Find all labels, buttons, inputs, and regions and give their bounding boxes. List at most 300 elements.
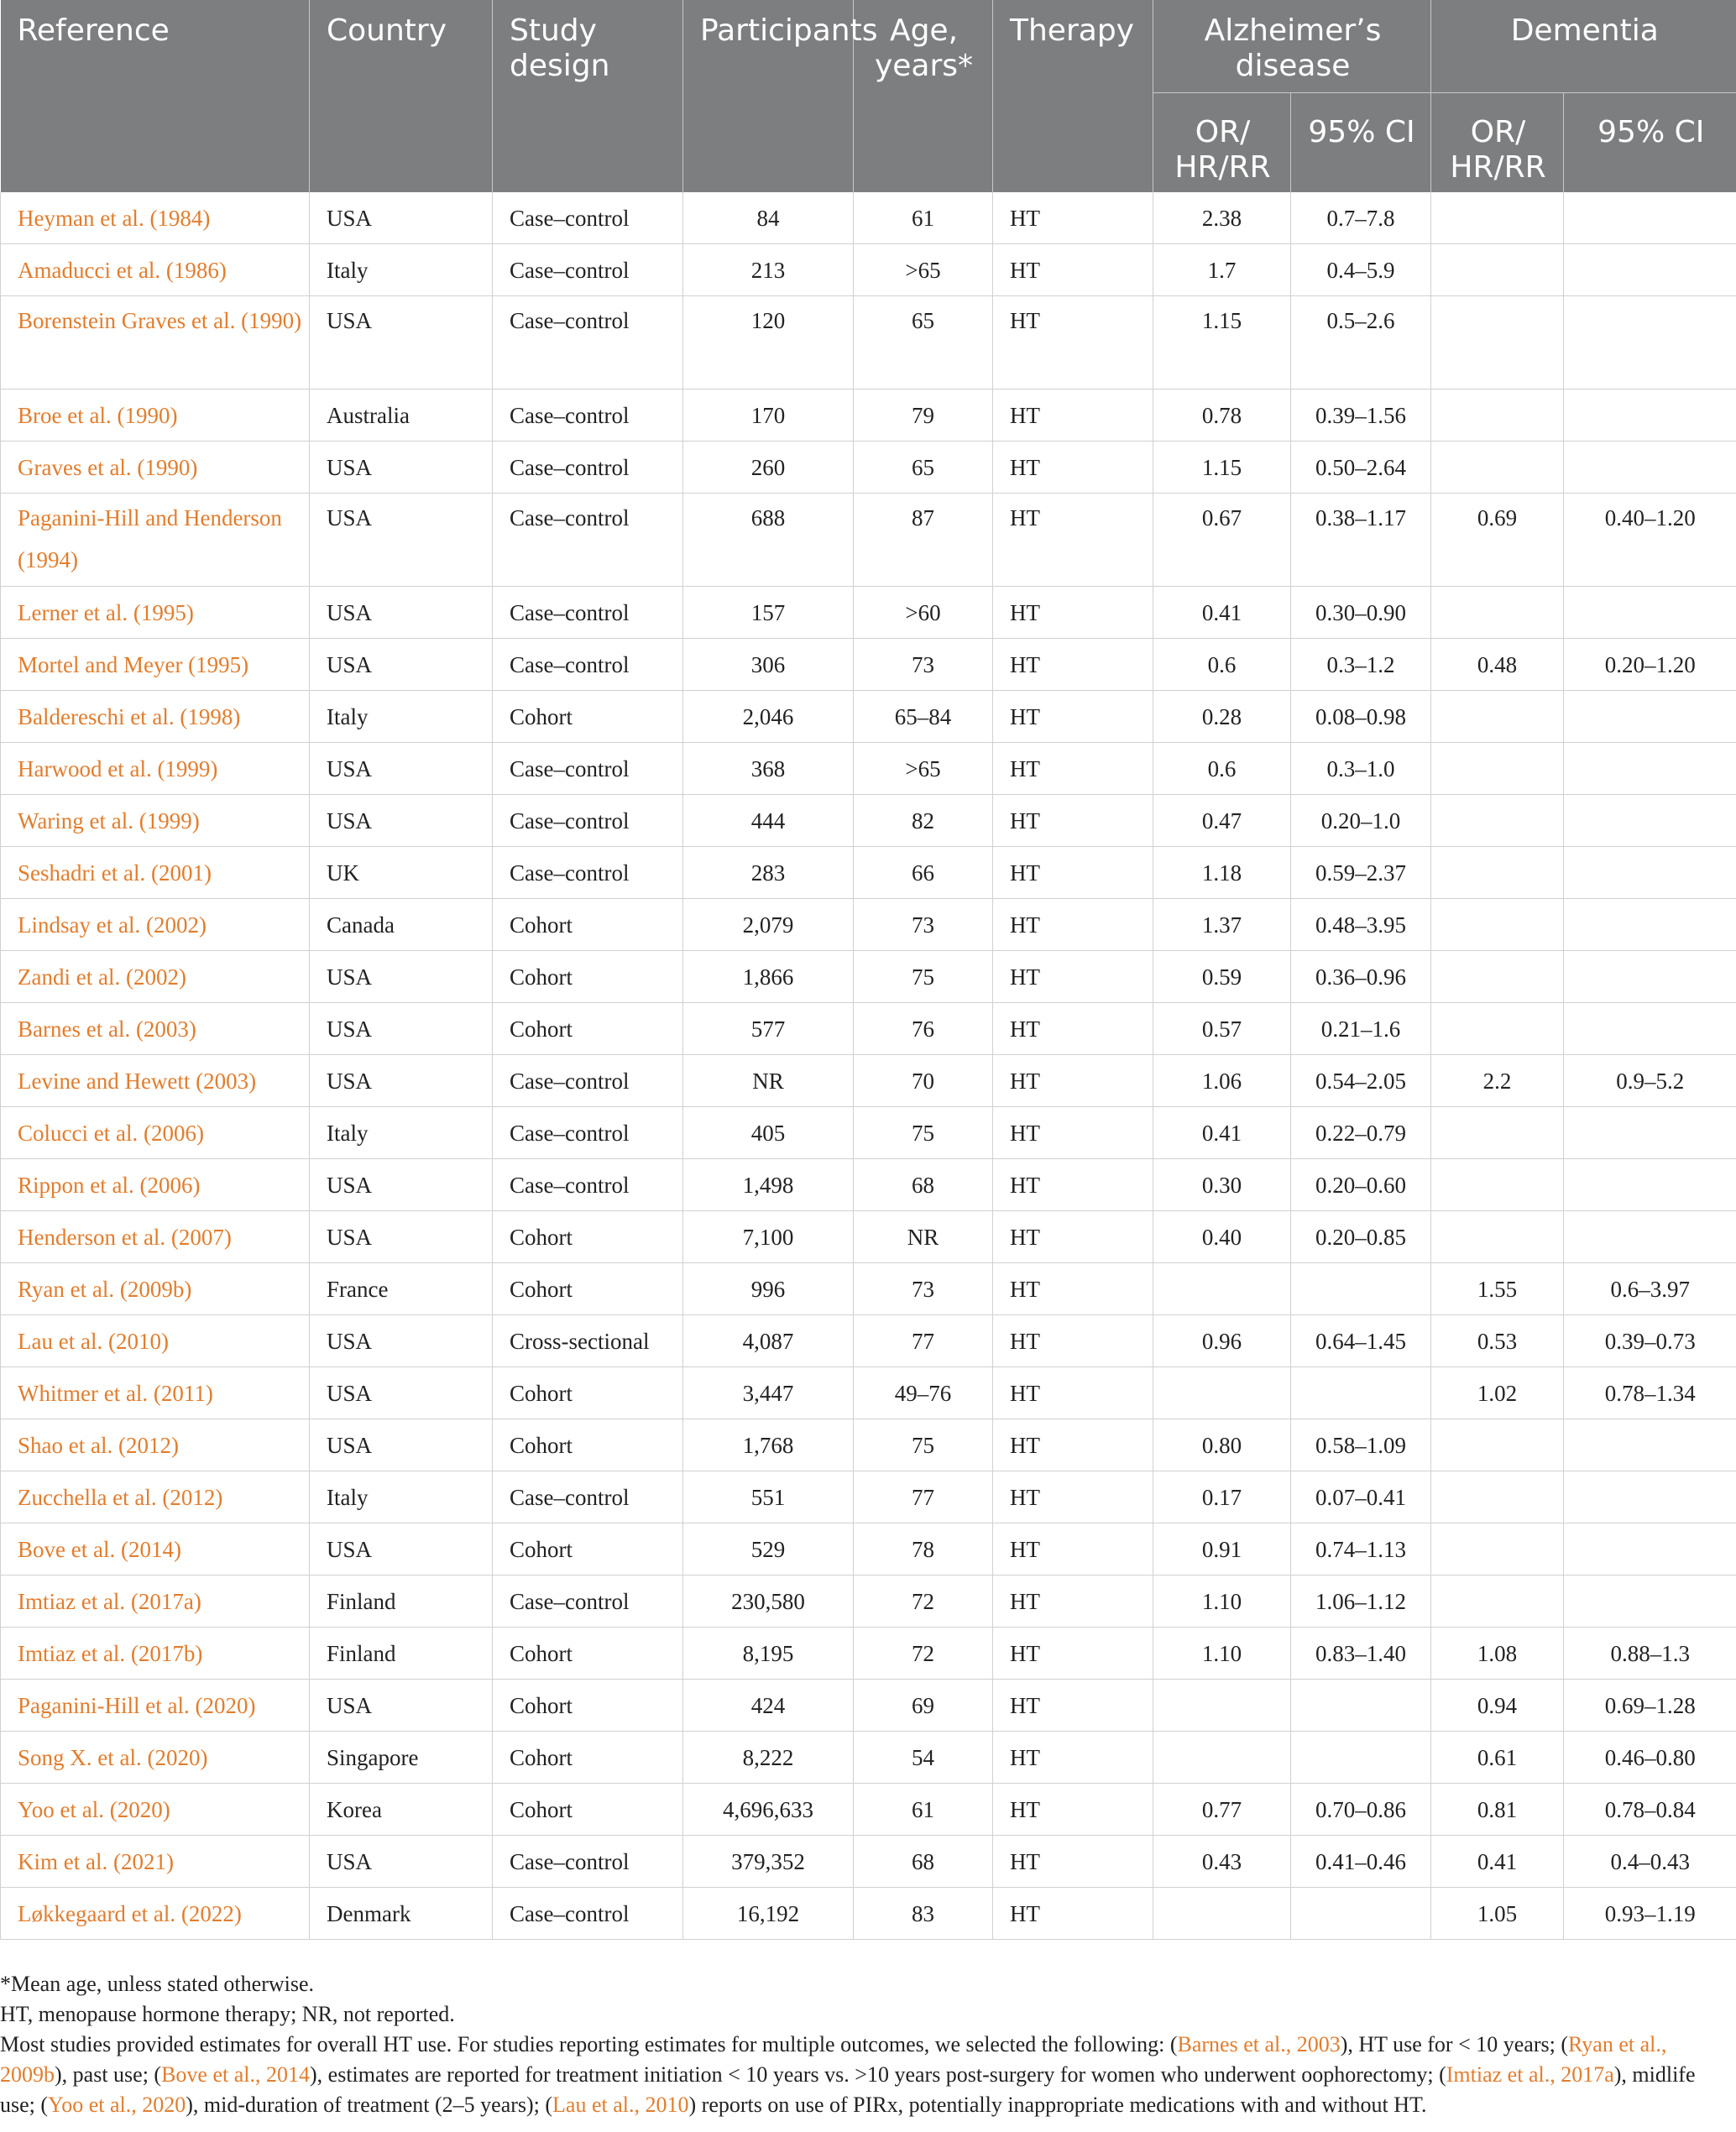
cell-therapy: HT (993, 743, 1153, 795)
cell-dem-or: 0.81 (1431, 1784, 1564, 1836)
header-therapy: Therapy (993, 0, 1153, 192)
cell-reference[interactable]: Ryan et al. (2009b) (1, 1263, 310, 1315)
cell-country: USA (310, 1211, 493, 1263)
cell-dem-or (1431, 1419, 1564, 1471)
cell-dem-ci (1564, 244, 1736, 296)
cell-ad-or: 0.6 (1153, 743, 1291, 795)
cell-reference[interactable]: Lau et al. (2010) (1, 1315, 310, 1367)
cell-participants: 577 (683, 1003, 854, 1055)
cell-study-design: Cohort (493, 691, 683, 743)
cell-reference[interactable]: Imtiaz et al. (2017b) (1, 1628, 310, 1680)
footnote-link-lau[interactable]: Lau et al., 2010 (552, 2093, 689, 2117)
cell-age: 72 (854, 1575, 993, 1628)
table-row (1, 743, 1736, 795)
cell-participants: 996 (683, 1263, 854, 1315)
cell-ad-or: 0.40 (1153, 1211, 1291, 1263)
cell-study-design: Case–control (493, 639, 683, 691)
cell-participants: 1,498 (683, 1159, 854, 1211)
cell-dem-ci (1564, 795, 1736, 847)
table-row (1, 296, 1736, 389)
table-row (1, 691, 1736, 743)
cell-age: 73 (854, 899, 993, 951)
cell-study-design: Cohort (493, 1367, 683, 1419)
cell-study-design: Cohort (493, 1263, 683, 1315)
table-row (1, 1315, 1736, 1367)
cell-dem-ci (1564, 1575, 1736, 1628)
cell-age: 61 (854, 192, 993, 244)
table-row (1, 1419, 1736, 1471)
cell-age: 76 (854, 1003, 993, 1055)
header-participants: Participants (683, 0, 854, 192)
table-row (1, 1680, 1736, 1732)
cell-country: France (310, 1263, 493, 1315)
cell-study-design: Case–control (493, 587, 683, 639)
cell-reference[interactable]: Kim et al. (2021) (1, 1836, 310, 1888)
cell-ad-or: 0.30 (1153, 1159, 1291, 1211)
cell-dem-or: 0.94 (1431, 1680, 1564, 1732)
cell-reference[interactable]: Paganini-Hill et al. (2020) (1, 1680, 310, 1732)
cell-study-design: Cohort (493, 899, 683, 951)
cell-ad-or: 0.43 (1153, 1836, 1291, 1888)
cell-reference[interactable]: Heyman et al. (1984) (1, 192, 310, 244)
cell-reference[interactable]: Levine and Hewett (2003) (1, 1055, 310, 1107)
cell-ad-ci (1291, 1888, 1431, 1940)
cell-reference[interactable]: Waring et al. (1999) (1, 795, 310, 847)
cell-dem-ci (1564, 847, 1736, 899)
cell-dem-or: 1.05 (1431, 1888, 1564, 1940)
cell-ad-or: 0.91 (1153, 1523, 1291, 1575)
cell-dem-ci: 0.69–1.28 (1564, 1680, 1736, 1732)
footnote-link-yoo[interactable]: Yoo et al., 2020 (48, 2093, 186, 2117)
cell-reference[interactable]: Colucci et al. (2006) (1, 1107, 310, 1159)
cell-study-design: Cohort (493, 1419, 683, 1471)
cell-dem-ci: 0.20–1.20 (1564, 639, 1736, 691)
cell-country: USA (310, 1680, 493, 1732)
cell-age: 79 (854, 389, 993, 442)
cell-ad-or (1153, 1367, 1291, 1419)
cell-participants: 551 (683, 1471, 854, 1523)
cell-age: 75 (854, 1107, 993, 1159)
table-row (1, 1055, 1736, 1107)
cell-therapy: HT (993, 1107, 1153, 1159)
cell-reference[interactable]: Whitmer et al. (2011) (1, 1367, 310, 1419)
cell-participants: 405 (683, 1107, 854, 1159)
cell-ad-or: 1.15 (1153, 442, 1291, 494)
cell-study-design: Cohort (493, 1680, 683, 1732)
cell-dem-or (1431, 743, 1564, 795)
cell-dem-or: 0.61 (1431, 1732, 1564, 1784)
cell-age: 77 (854, 1315, 993, 1367)
cell-reference[interactable]: Borenstein Graves et al. (1990) (1, 296, 310, 389)
cell-country: Italy (310, 691, 493, 743)
cell-participants: 1,768 (683, 1419, 854, 1471)
cell-therapy: HT (993, 1315, 1153, 1367)
cell-ad-ci: 0.58–1.09 (1291, 1419, 1431, 1471)
table-row (1, 1211, 1736, 1263)
footnote-abbreviations: HT, menopause hormone therapy; NR, not reported. (0, 2002, 455, 2026)
cell-country: USA (310, 1159, 493, 1211)
cell-ad-ci: 0.21–1.6 (1291, 1003, 1431, 1055)
cell-ad-ci: 0.70–0.86 (1291, 1784, 1431, 1836)
header-reference: Reference (1, 0, 310, 192)
cell-country: Canada (310, 899, 493, 951)
cell-participants: 8,222 (683, 1732, 854, 1784)
cell-ad-or: 0.77 (1153, 1784, 1291, 1836)
cell-ad-ci: 0.74–1.13 (1291, 1523, 1431, 1575)
cell-reference[interactable]: Song X. et al. (2020) (1, 1732, 310, 1784)
cell-study-design: Case–control (493, 1888, 683, 1940)
cell-dem-or: 0.69 (1431, 494, 1564, 587)
table-row (1, 1836, 1736, 1888)
cell-country: Italy (310, 244, 493, 296)
cell-ad-ci: 0.22–0.79 (1291, 1107, 1431, 1159)
cell-age: 65 (854, 442, 993, 494)
footnote-link-imtiaz[interactable]: Imtiaz et al., 2017a (1446, 2062, 1614, 2087)
cell-age: 82 (854, 795, 993, 847)
cell-study-design: Case–control (493, 296, 683, 389)
cell-ad-ci: 0.5–2.6 (1291, 296, 1431, 389)
cell-dem-or (1431, 847, 1564, 899)
cell-age: 77 (854, 1471, 993, 1523)
cell-study-design: Case–control (493, 1575, 683, 1628)
cell-study-design: Cohort (493, 1003, 683, 1055)
cell-study-design: Case–control (493, 1471, 683, 1523)
cell-dem-ci (1564, 296, 1736, 389)
cell-study-design: Cohort (493, 1784, 683, 1836)
table-row (1, 1628, 1736, 1680)
cell-age: 72 (854, 1628, 993, 1680)
header-ad-ci: 95% CI (1291, 93, 1431, 193)
cell-reference[interactable]: Paganini-Hill and Henderson (1994) (1, 494, 310, 587)
cell-reference[interactable]: Barnes et al. (2003) (1, 1003, 310, 1055)
cell-dem-ci (1564, 951, 1736, 1003)
cell-study-design: Cohort (493, 1523, 683, 1575)
cell-study-design: Case–control (493, 795, 683, 847)
cell-study-design: Case–control (493, 1055, 683, 1107)
cell-ad-or: 0.80 (1153, 1419, 1291, 1471)
table-row (1, 442, 1736, 494)
cell-dem-ci: 0.78–1.34 (1564, 1367, 1736, 1419)
header-alzheimers: Alzheimer’s disease (1153, 0, 1431, 93)
cell-age: 68 (854, 1159, 993, 1211)
cell-reference[interactable]: Yoo et al. (2020) (1, 1784, 310, 1836)
cell-dem-or: 0.48 (1431, 639, 1564, 691)
cell-therapy: HT (993, 1419, 1153, 1471)
cell-participants: 157 (683, 587, 854, 639)
cell-ad-ci: 0.38–1.17 (1291, 494, 1431, 587)
cell-dem-ci (1564, 1003, 1736, 1055)
cell-ad-or: 1.06 (1153, 1055, 1291, 1107)
cell-age: 69 (854, 1680, 993, 1732)
cell-therapy: HT (993, 244, 1153, 296)
cell-therapy: HT (993, 795, 1153, 847)
cell-country: USA (310, 795, 493, 847)
cell-ad-ci: 0.20–0.60 (1291, 1159, 1431, 1211)
cell-therapy: HT (993, 951, 1153, 1003)
cell-country: Singapore (310, 1732, 493, 1784)
table-row (1, 1888, 1736, 1940)
cell-ad-ci (1291, 1680, 1431, 1732)
footnote-link-barnes[interactable]: Barnes et al., 2003 (1177, 2032, 1341, 2056)
cell-ad-or: 0.96 (1153, 1315, 1291, 1367)
cell-dem-ci (1564, 743, 1736, 795)
cell-participants: 529 (683, 1523, 854, 1575)
cell-ad-ci (1291, 1732, 1431, 1784)
cell-ad-ci: 0.30–0.90 (1291, 587, 1431, 639)
cell-participants: 260 (683, 442, 854, 494)
cell-dem-ci (1564, 442, 1736, 494)
cell-study-design: Case–control (493, 847, 683, 899)
header-dem-ci: 95% CI (1564, 93, 1736, 193)
cell-ad-ci: 0.41–0.46 (1291, 1836, 1431, 1888)
cell-reference[interactable]: Lerner et al. (1995) (1, 587, 310, 639)
cell-participants: 230,580 (683, 1575, 854, 1628)
cell-country: Finland (310, 1575, 493, 1628)
cell-age: 65 (854, 296, 993, 389)
cell-therapy: HT (993, 1628, 1153, 1680)
cell-participants: 368 (683, 743, 854, 795)
cell-participants: 3,447 (683, 1367, 854, 1419)
cell-ad-or: 0.57 (1153, 1003, 1291, 1055)
cell-therapy: HT (993, 1523, 1153, 1575)
cell-reference[interactable]: Zucchella et al. (2012) (1, 1471, 310, 1523)
footnote-mean-age: *Mean age, unless stated otherwise. (0, 1972, 315, 1996)
cell-country: USA (310, 1315, 493, 1367)
cell-reference[interactable]: Baldereschi et al. (1998) (1, 691, 310, 743)
cell-reference[interactable]: Seshadri et al. (2001) (1, 847, 310, 899)
cell-country: USA (310, 639, 493, 691)
cell-country: USA (310, 494, 493, 587)
table-row (1, 1159, 1736, 1211)
cell-dem-ci (1564, 587, 1736, 639)
cell-age: >65 (854, 244, 993, 296)
cell-participants: 213 (683, 244, 854, 296)
cell-participants: 2,046 (683, 691, 854, 743)
cell-age: 65–84 (854, 691, 993, 743)
cell-ad-ci: 0.54–2.05 (1291, 1055, 1431, 1107)
cell-therapy: HT (993, 296, 1153, 389)
cell-age: NR (854, 1211, 993, 1263)
cell-dem-ci (1564, 1523, 1736, 1575)
cell-ad-ci: 0.20–0.85 (1291, 1211, 1431, 1263)
cell-participants: 16,192 (683, 1888, 854, 1940)
cell-ad-or: 0.67 (1153, 494, 1291, 587)
cell-participants: NR (683, 1055, 854, 1107)
cell-age: 73 (854, 639, 993, 691)
cell-country: UK (310, 847, 493, 899)
cell-age: 87 (854, 494, 993, 587)
cell-dem-or (1431, 899, 1564, 951)
cell-age: 68 (854, 1836, 993, 1888)
cell-study-design: Case–control (493, 494, 683, 587)
cell-dem-or (1431, 244, 1564, 296)
cell-ad-or: 1.18 (1153, 847, 1291, 899)
table-row (1, 1003, 1736, 1055)
cell-reference[interactable]: Imtiaz et al. (2017a) (1, 1575, 310, 1628)
header-country: Country (310, 0, 493, 192)
cell-study-design: Case–control (493, 1836, 683, 1888)
cell-study-design: Case–control (493, 442, 683, 494)
cell-ad-or (1153, 1888, 1291, 1940)
cell-therapy: HT (993, 847, 1153, 899)
cell-age: 75 (854, 1419, 993, 1471)
cell-age: 66 (854, 847, 993, 899)
cell-ad-or: 1.10 (1153, 1575, 1291, 1628)
cell-dem-or (1431, 442, 1564, 494)
table-row (1, 587, 1736, 639)
cell-ad-ci: 0.08–0.98 (1291, 691, 1431, 743)
cell-age: >65 (854, 743, 993, 795)
cell-ad-ci: 0.36–0.96 (1291, 951, 1431, 1003)
cell-ad-ci: 0.20–1.0 (1291, 795, 1431, 847)
footnote-selection: Most studies provided estimates for overall HT use. For studies reporting estimates for multiple outcomes, we selected the following: (Barnes et al., 2003), HT use for < 10 years; (Ryan et al., 2009b), past use; (Bove et al., 2014), estimates are reported for treatment initiation < 10 years vs. >10 years post-surgery for women who underwent oophorectomy; (Imtiaz et al., 2017a), midlife use; (Yoo et al., 2020), mid-duration of treatment (2–5 years); (Lau et al., 2010) reports on use of PIRx, potentially inappropriate medications with and without HT. (0, 2032, 1696, 2117)
table-footnotes (0, 1969, 1729, 2120)
cell-dem-ci: 0.88–1.3 (1564, 1628, 1736, 1680)
cell-ad-or: 0.17 (1153, 1471, 1291, 1523)
cell-age: 61 (854, 1784, 993, 1836)
cell-reference[interactable]: Harwood et al. (1999) (1, 743, 310, 795)
cell-ad-ci: 0.39–1.56 (1291, 389, 1431, 442)
table-body (1, 192, 1736, 1940)
cell-ad-ci: 0.64–1.45 (1291, 1315, 1431, 1367)
cell-country: USA (310, 1836, 493, 1888)
cell-study-design: Case–control (493, 1159, 683, 1211)
table-row (1, 1732, 1736, 1784)
cell-dem-or (1431, 1523, 1564, 1575)
cell-study-design: Cohort (493, 1628, 683, 1680)
table-row (1, 1263, 1736, 1315)
cell-dem-or (1431, 296, 1564, 389)
table-row (1, 389, 1736, 442)
cell-dem-or (1431, 389, 1564, 442)
cell-dem-or (1431, 192, 1564, 244)
cell-ad-or: 0.41 (1153, 587, 1291, 639)
cell-ad-or (1153, 1680, 1291, 1732)
cell-therapy: HT (993, 1367, 1153, 1419)
footnote-link-bove[interactable]: Bove et al., 2014 (161, 2062, 311, 2087)
cell-dem-ci: 0.46–0.80 (1564, 1732, 1736, 1784)
cell-country: USA (310, 587, 493, 639)
cell-dem-or (1431, 1003, 1564, 1055)
table-row (1, 795, 1736, 847)
cell-therapy: HT (993, 1888, 1153, 1940)
cell-participants: 444 (683, 795, 854, 847)
cell-ad-ci: 0.50–2.64 (1291, 442, 1431, 494)
table-row (1, 1523, 1736, 1575)
cell-participants: 84 (683, 192, 854, 244)
table-row (1, 847, 1736, 899)
cell-country: USA (310, 442, 493, 494)
cell-ad-or (1153, 1732, 1291, 1784)
cell-participants: 8,195 (683, 1628, 854, 1680)
cell-participants: 4,696,633 (683, 1784, 854, 1836)
cell-participants: 379,352 (683, 1836, 854, 1888)
cell-ad-or: 0.41 (1153, 1107, 1291, 1159)
table-row (1, 1107, 1736, 1159)
cell-country: USA (310, 1419, 493, 1471)
cell-dem-or (1431, 1107, 1564, 1159)
cell-ad-ci: 0.48–3.95 (1291, 899, 1431, 951)
table-row (1, 494, 1736, 587)
cell-reference[interactable]: Zandi et al. (2002) (1, 951, 310, 1003)
cell-therapy: HT (993, 1003, 1153, 1055)
cell-age: 78 (854, 1523, 993, 1575)
cell-therapy: HT (993, 1732, 1153, 1784)
cell-ad-or: 0.28 (1153, 691, 1291, 743)
cell-reference[interactable]: Amaducci et al. (1986) (1, 244, 310, 296)
cell-dem-ci (1564, 192, 1736, 244)
cell-study-design: Case–control (493, 389, 683, 442)
table-row (1, 192, 1736, 244)
header-study-design: Study design (493, 0, 683, 192)
cell-therapy: HT (993, 494, 1153, 587)
cell-reference[interactable]: Lindsay et al. (2002) (1, 899, 310, 951)
cell-ad-or: 0.59 (1153, 951, 1291, 1003)
cell-ad-ci (1291, 1367, 1431, 1419)
cell-ad-or: 0.6 (1153, 639, 1291, 691)
cell-reference[interactable]: Bove et al. (2014) (1, 1523, 310, 1575)
cell-age: >60 (854, 587, 993, 639)
cell-dem-ci (1564, 1159, 1736, 1211)
cell-reference[interactable]: Graves et al. (1990) (1, 442, 310, 494)
cell-reference[interactable]: Henderson et al. (2007) (1, 1211, 310, 1263)
cell-therapy: HT (993, 1263, 1153, 1315)
cell-ad-or: 1.10 (1153, 1628, 1291, 1680)
cell-country: USA (310, 1055, 493, 1107)
cell-dem-ci: 0.9–5.2 (1564, 1055, 1736, 1107)
header-dem-or: OR/ HR/RR (1431, 93, 1564, 193)
cell-dem-ci (1564, 1107, 1736, 1159)
cell-dem-ci: 0.93–1.19 (1564, 1888, 1736, 1940)
cell-reference[interactable]: Mortel and Meyer (1995) (1, 639, 310, 691)
cell-study-design: Cohort (493, 1211, 683, 1263)
cell-ad-or: 0.78 (1153, 389, 1291, 442)
cell-participants: 306 (683, 639, 854, 691)
cell-ad-ci: 0.4–5.9 (1291, 244, 1431, 296)
cell-therapy: HT (993, 899, 1153, 951)
footnote-link-ryan[interactable]: Ryan et al., 2009b (0, 2032, 1667, 2087)
cell-country: USA (310, 192, 493, 244)
cell-dem-ci: 0.40–1.20 (1564, 494, 1736, 587)
cell-dem-ci (1564, 1211, 1736, 1263)
cell-ad-or: 1.7 (1153, 244, 1291, 296)
cell-study-design: Cross-sectional (493, 1315, 683, 1367)
cell-ad-ci: 1.06–1.12 (1291, 1575, 1431, 1628)
cell-reference[interactable]: Broe et al. (1990) (1, 389, 310, 442)
cell-therapy: HT (993, 1471, 1153, 1523)
cell-country: USA (310, 1367, 493, 1419)
cell-therapy: HT (993, 1211, 1153, 1263)
cell-country: USA (310, 951, 493, 1003)
cell-dem-or (1431, 951, 1564, 1003)
cell-reference[interactable]: Rippon et al. (2006) (1, 1159, 310, 1211)
cell-dem-ci: 0.39–0.73 (1564, 1315, 1736, 1367)
cell-study-design: Case–control (493, 743, 683, 795)
cell-ad-ci (1291, 1263, 1431, 1315)
cell-country: Denmark (310, 1888, 493, 1940)
cell-dem-or: 1.02 (1431, 1367, 1564, 1419)
cell-dem-or (1431, 587, 1564, 639)
cell-participants: 283 (683, 847, 854, 899)
cell-reference[interactable]: Shao et al. (2012) (1, 1419, 310, 1471)
cell-participants: 120 (683, 296, 854, 389)
cell-study-design: Case–control (493, 192, 683, 244)
cell-ad-or: 0.47 (1153, 795, 1291, 847)
cell-participants: 1,866 (683, 951, 854, 1003)
cell-reference[interactable]: Løkkegaard et al. (2022) (1, 1888, 310, 1940)
cell-participants: 424 (683, 1680, 854, 1732)
cell-therapy: HT (993, 691, 1153, 743)
